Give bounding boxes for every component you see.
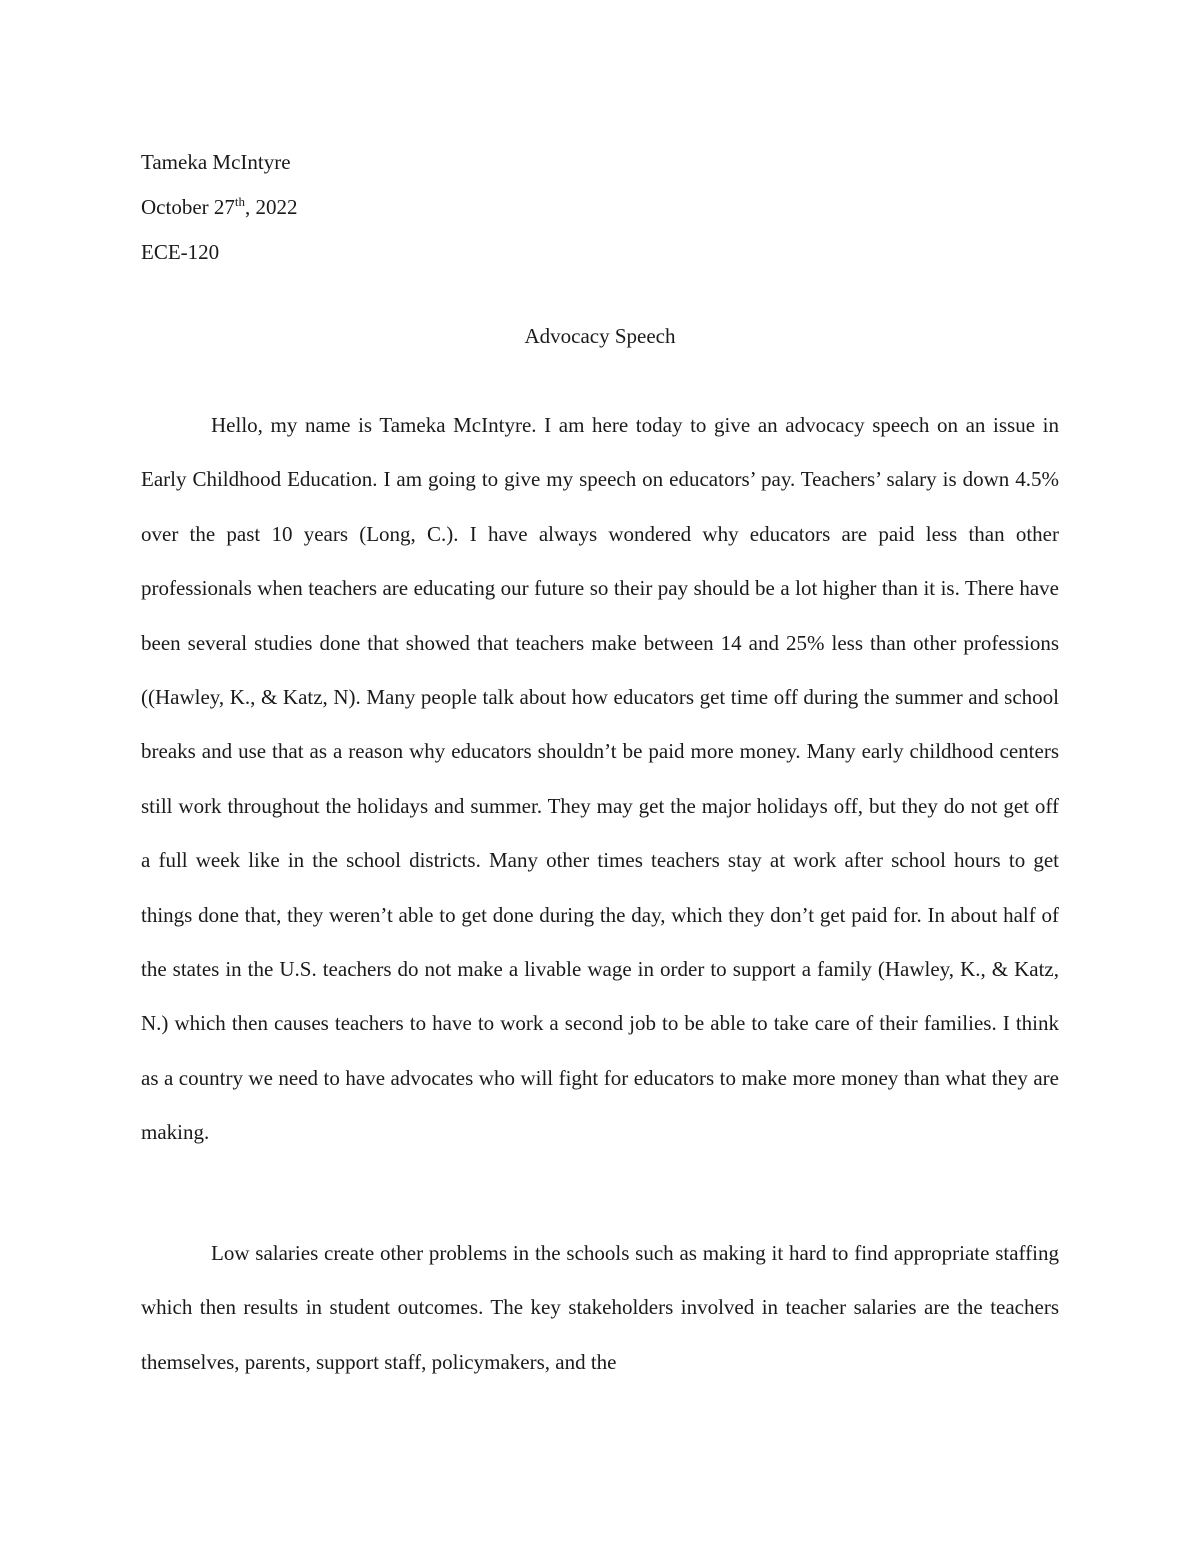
date-ordinal: th xyxy=(234,194,246,209)
author-name: Tameka McIntyre xyxy=(141,150,291,174)
date-suffix: , 2022 xyxy=(245,195,298,219)
date-prefix: October 27 xyxy=(141,195,235,219)
document-header xyxy=(141,140,1059,275)
body-paragraph-2: Low salaries create other problems in the schools such as making it hard to find appropriate staffing which then results in student outcomes. The key stakeholders involved in teacher salaries are the teachers themselves, parents, support staff, policymakers, and the xyxy=(141,1241,1059,1374)
body-paragraph-1: Hello, my name is Tameka McIntyre. I am here today to give an advocacy speech on an issue in Early Childhood Education. I am going to give my speech on educators’ pay. Teachers’ salary is down 4.5% over the past 10 years (Long, C.). I have always wondered why educators are paid less than other professionals when teachers are educating our future so their pay should be a lot higher than it is. There have been several studies done that showed that teachers make between 14 and 25% less than other professions ((Hawley, K., & Katz, N). Many people talk about how educators get time off during the summer and school breaks and use that as a reason why educators shouldn’t be paid more money. Many early childhood centers still work throughout the holidays and summer. They may get the major holidays off, but they do not get off a full week like in the school districts. Many other times teachers stay at work after school hours to get things done that, they weren’t able to get done during the day, which they don’t get paid for. In about half of the states in the U.S. teachers do not make a livable wage in order to support a family (Hawley, K., & Katz, N.) which then causes teachers to have to work a second job to be able to take care of their families. I think as a country we need to have advocates who will fight for educators to make more money than what they are making. xyxy=(141,413,1059,1145)
document-title: Advocacy Speech xyxy=(524,324,676,348)
course-code: ECE-120 xyxy=(141,240,220,264)
document-date xyxy=(141,185,1059,230)
